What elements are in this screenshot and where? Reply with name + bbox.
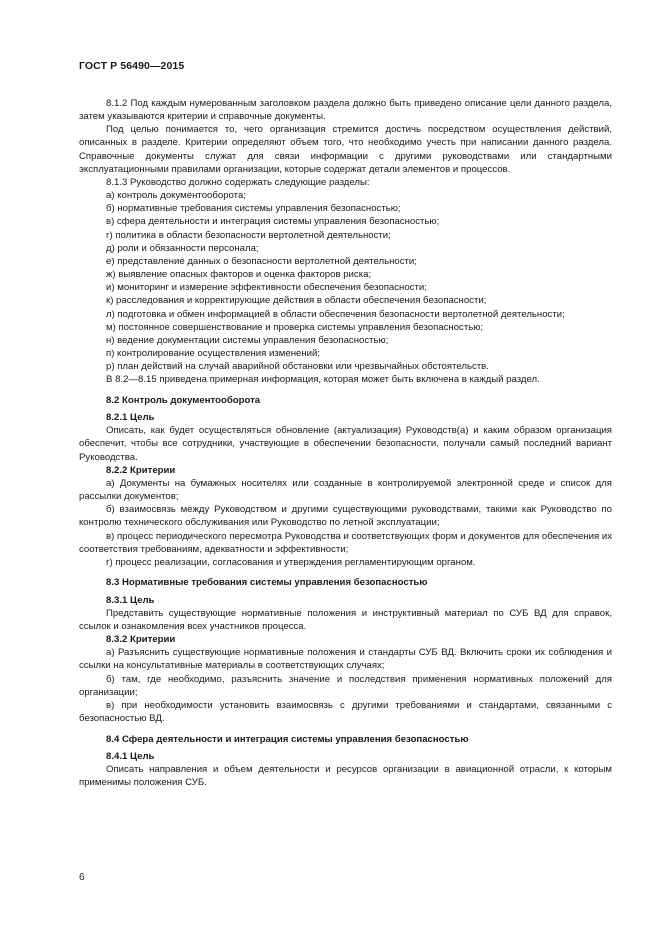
list-item: г) политика в области безопасности вертолетной деятельности; — [106, 229, 391, 241]
subsection-8-3-2-title: 8.3.2 Критерии — [106, 634, 176, 646]
list-item: н) ведение документации системы управления безопасностью; — [106, 334, 389, 346]
sections-list — [79, 189, 612, 373]
subsection-8-4-1-title: 8.4.1 Цель — [106, 750, 155, 762]
section-8-4-title: 8.4 Сфера деятельности и интеграция системы управления безопасностью — [106, 733, 469, 745]
subsection-8-2-2-title: 8.2.2 Критерии — [106, 464, 176, 476]
list-item: к) расследования и корректирующие действия в области обеспечения безопасности; — [106, 295, 487, 307]
page-number: 6 — [79, 872, 85, 883]
list-item: б) нормативные требования системы управления безопасностью; — [106, 203, 401, 215]
paragraph-goal-definition: Под целью понимается то, чего организация стремится достичь посредством осуществления действий, описанных в разделе. Критерии определяют объем того, что необходимо учесть при написании данного раздела. Справочные документы служат для связи информации с другими руководствами или стандартными эксплуатационными правилами организации, которые содержат детали элементов и процессов. — [79, 124, 612, 175]
list-item: б) там, где необходимо, разъяснить значение и последствия применения нормативных положений для организации; — [79, 673, 612, 698]
list-item: г) процесс реализации, согласования и утверждения регламентирующим органом. — [106, 556, 476, 568]
paragraph-sections-note: В 8.2—8.15 приведена примерная информация, которая может быть включена в каждый раздел. — [106, 374, 540, 386]
subsection-8-3-1-title: 8.3.1 Цель — [106, 594, 155, 606]
section-8-2-title: 8.2 Контроль документооборота — [106, 394, 261, 406]
document-body — [79, 97, 612, 789]
list-item: б) взаимосвязь между Руководством и другими существующими руководствами, такими как Руководство по контролю технического обслуживания или Руководство по летной эксплуатации; — [79, 504, 612, 529]
list-item: д) роли и обязанности персонала; — [106, 242, 259, 254]
list-item: а) контроль документооборота; — [106, 190, 246, 202]
list-item: ж) выявление опасных факторов и оценка факторов риска; — [106, 269, 372, 281]
section-8-2-goal-text: Описать, как будет осуществляться обновление (актуализация) Руководств(а) и каким образом организация обеспечит, чтобы все сотрудники, участвующие в обеспечении безопасности, получали самый последний вариант Руководства. — [79, 425, 612, 463]
list-item: м) постоянное совершенствование и проверка системы управления безопасностью; — [106, 321, 484, 333]
list-item: в) процесс периодического пересмотра Руководства и соответствующих форм и документов для обеспечения их соответствия требованиям, адекватности и эффективности; — [79, 530, 612, 555]
section-8-3-title: 8.3 Нормативные требования системы управления безопасностью — [106, 577, 428, 589]
paragraph-8-1-2: 8.1.2 Под каждым нумерованным заголовком раздела должно быть приведено описание цели данного раздела, затем указываются критерии и справочные документы. — [79, 98, 612, 123]
list-item: р) план действий на случай аварийной обстановки или чрезвычайных обстоятельств. — [106, 361, 489, 373]
list-item: а) Разъяснить существующие нормативные положения и стандарты СУБ ВД. Включить сроки их соблюдения и ссылки на консультативные материалы в соответствующих случаях; — [79, 647, 612, 672]
subsection-8-2-1-title: 8.2.1 Цель — [106, 412, 155, 424]
section-8-3-goal-text: Представить существующие нормативные положения и инструктивный материал по СУБ ВД для справок, ссылок и ознакомления всех участников процесса. — [79, 607, 612, 632]
list-item: л) подготовка и обмен информацией в области обеспечения безопасности вертолетной деятельности; — [106, 308, 565, 320]
list-item: а) Документы на бумажных носителях или созданные в контролируемой электронной среде и список для рассылки документов; — [79, 477, 612, 503]
list-item: в) сфера деятельности и интеграция системы управления безопасностью; — [106, 216, 440, 228]
list-item: п) контролирование осуществления изменений; — [106, 347, 321, 359]
list-item: е) представление данных о безопасности вертолетной деятельности; — [106, 255, 417, 267]
list-item: в) при необходимости установить взаимосвязь с другими требованиями и стандартами, связанными с безопасностью ВД. — [79, 699, 612, 725]
document-code-header: ГОСТ Р 56490—2015 — [79, 60, 185, 72]
list-item: и) мониторинг и измерение эффективности обеспечения безопасности; — [106, 282, 427, 294]
section-8-4-goal-text: Описать направления и объем деятельности и ресурсов организации в авиационной отрасли, к которым применимы положения СУБ. — [79, 764, 612, 789]
paragraph-8-1-3: 8.1.3 Руководство должно содержать следующие разделы: — [106, 176, 370, 188]
